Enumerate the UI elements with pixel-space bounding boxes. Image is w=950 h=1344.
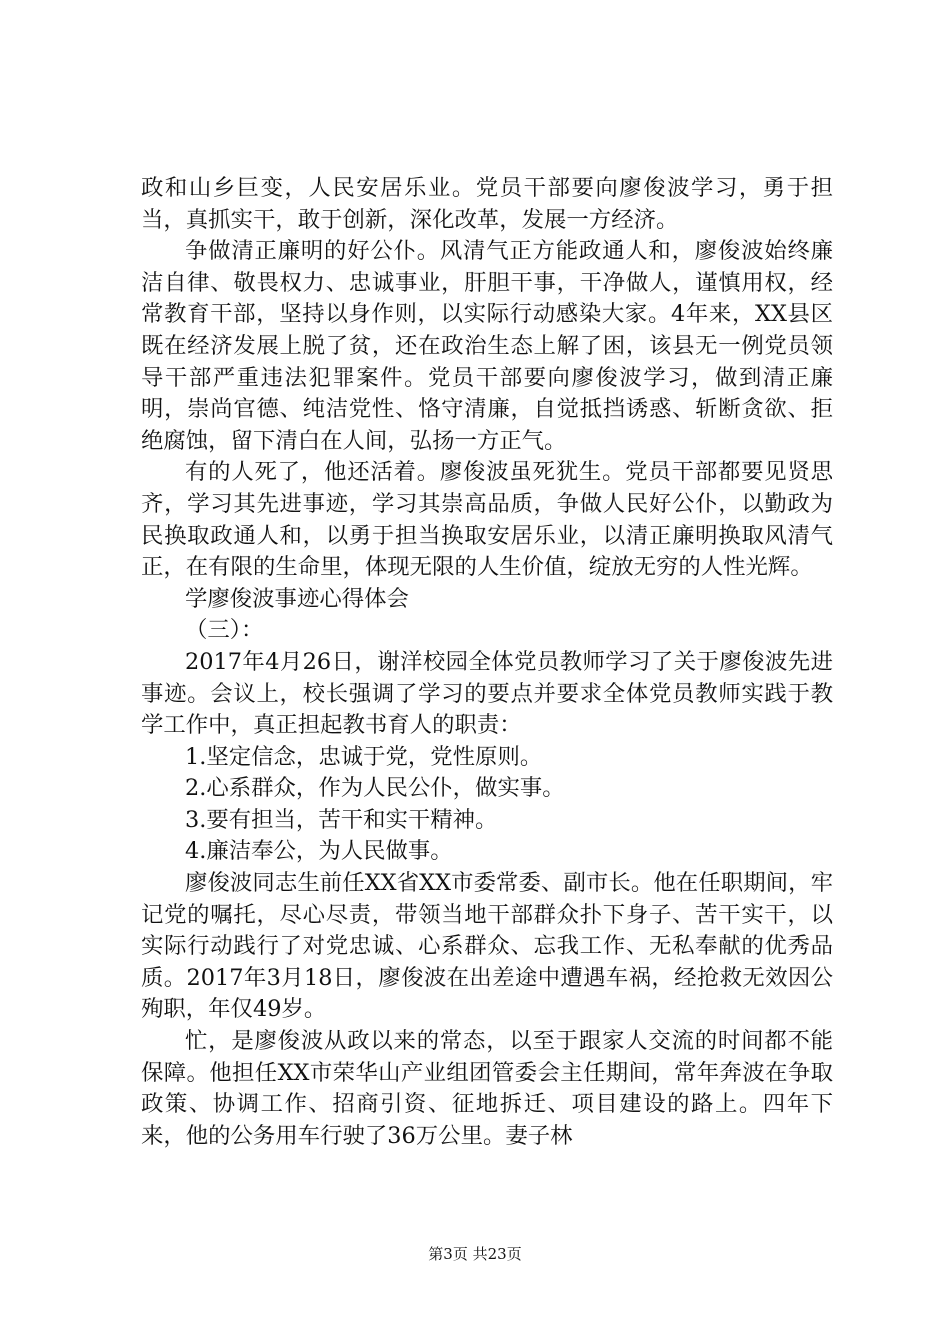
paragraph-2: 争做清正廉明的好公仆。风清气正方能政通人和，廖俊波始终廉洁自律、敬畏权力、忠诚事业，肝胆干事，干净做人，谨慎用权，经常教育干部，坚持以身作则，以实际行动感染大家。4年来，XX县区既在经济发展上脱了贫，还在政治生态上解了困，该县无一例党员领导干部严重违法犯罪案件。党员干部要向廖俊波学习，做到清正廉明，崇尚官德、纯洁党性、恪守清廉，自觉抵挡诱惑、斩断贪欲、拒绝腐蚀，留下清白在人间，弘扬一方正气。 [141,238,833,454]
document-body [141,173,833,1152]
page-footer: 第3页 共23页 [428,1245,522,1263]
list-item-2: 2.心系群众，作为人民公仆，做实事。 [185,775,565,802]
paragraph-6: 忙，是廖俊波从政以来的常态，以至于跟家人交流的时间都不能保障。他担任XX市荣华山产业组团管委会主任期间，常年奔波在争取政策、协调工作、招商引资、征地拆迁、项目建设的路上。四年下来，他的公务用车行驶了36万公里。妻子林 [141,1028,833,1149]
paragraph-5: 廖俊波同志生前任XX省XX市委常委、副市长。他在任职期间，牢记党的嘱托，尽心尽责，带领当地干部群众扑下身子、苦干实干，以实际行动践行了对党忠诚、心系群众、忘我工作、无私奉献的优秀品质。2017年3月18日，廖俊波在出差途中遭遇车祸，经抢救无效因公殉职，年仅49岁。 [141,870,833,1023]
section-number: （三）： [185,617,264,644]
paragraph-3: 有的人死了，他还活着。廖俊波虽死犹生。党员干部都要见贤思齐，学习其先进事迹，学习其崇高品质，争做人民好公仆，以勤政为民换取政通人和，以勇于担当换取安居乐业，以清正廉明换取风清气正，在有限的生命里，体现无限的人生价值，绽放无穷的人性光辉。 [141,459,833,581]
paragraph-1: 政和山乡巨变，人民安居乐业。党员干部要向廖俊波学习，勇于担当，真抓实干，敢于创新，深化改革，发展一方经济。 [141,175,833,233]
paragraph-4: 2017年4月26日，谢洋校园全体党员教师学习了关于廖俊波先进事迹。会议上，校长强调了学习的要点并要求全体党员教师实践于教学工作中，真正担起教书育人的职责： [141,648,833,739]
section-heading: 学廖俊波事迹心得体会 [185,585,409,612]
list-item-4: 4.廉洁奉公，为人民做事。 [185,838,453,865]
list-item-1: 1.坚定信念，忠诚于党，党性原则。 [185,743,543,770]
list-item-3: 3.要有担当，苦干和实干精神。 [185,806,498,833]
